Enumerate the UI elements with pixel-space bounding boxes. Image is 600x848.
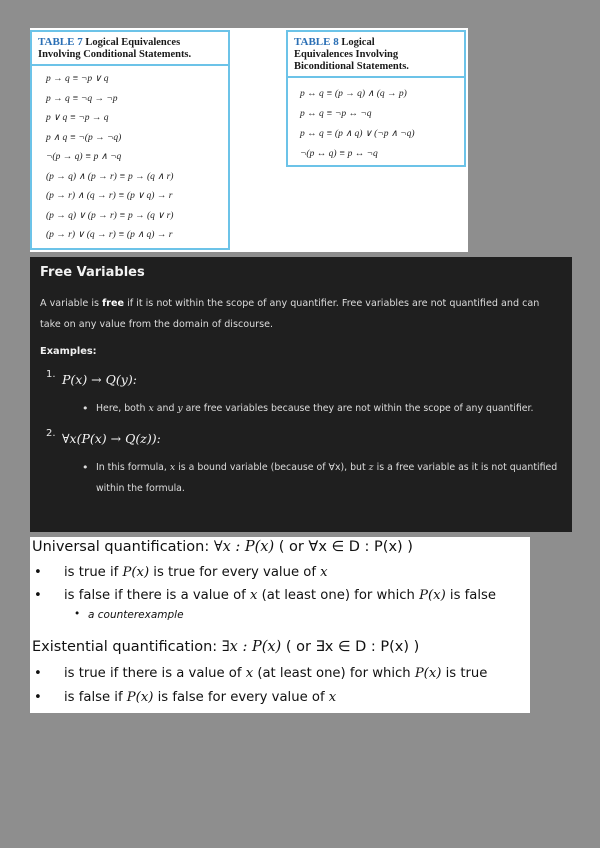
counterexample-text: a counterexample: [88, 609, 184, 621]
table-7-title-line2: Involving Conditional Statements.: [38, 49, 192, 60]
bullet-icon: •: [34, 565, 42, 580]
bullet-icon: •: [34, 690, 42, 705]
definition-prefix: A variable is: [40, 298, 103, 309]
u1-a: is true if: [64, 565, 123, 580]
existential-label: Existential quantification:: [32, 639, 222, 655]
example-1-formula: P(x) → Q(y):: [62, 372, 137, 387]
example-2-formula: ∀x(P(x) → Q(z)):: [62, 431, 161, 446]
table-7-equivalence-row: p ∧ q ≡ ¬(p → ¬q): [46, 132, 122, 143]
e2-b: is false for every value of: [153, 690, 329, 705]
u2-px: P(x): [419, 588, 446, 603]
u2-x: x: [249, 588, 258, 603]
table-7-title: Logical Equivalences: [85, 37, 181, 48]
example-1: [40, 369, 562, 419]
table-8-title: Logical: [341, 37, 375, 48]
ex1-text-b: and: [153, 403, 178, 414]
example-2-explanation: [62, 457, 562, 499]
table-8-equivalence-row: p ↔ q ≡ (p ∧ q) ∨ (¬p ∧ ¬q): [300, 129, 415, 139]
table-8-equivalence-row: p ↔ q ≡ (p → q) ∧ (q → p): [300, 89, 407, 99]
universal-label: Universal quantification:: [32, 539, 214, 555]
u1-b: is true for every value of: [149, 565, 321, 580]
table-7-number: TABLE 7: [38, 36, 83, 48]
u2-b: (at least one) for which: [257, 588, 420, 603]
ex2-text-b: is a bound variable (because of ∀x), but: [175, 462, 369, 473]
universal-heading: [32, 539, 413, 555]
ex1-var-x: x: [148, 403, 154, 414]
free-variables-panel: [30, 257, 572, 532]
u1-x: x: [320, 565, 328, 580]
table-7-body: [32, 66, 228, 246]
e2-px: P(x): [126, 690, 154, 705]
ex2-text-a: In this formula,: [96, 462, 170, 473]
definition-bold-term: free: [102, 298, 125, 309]
free-variables-definition: [40, 293, 562, 335]
e1-c: is true: [441, 666, 488, 681]
textbook-tables-panel: [30, 28, 468, 252]
universal-formula: ∀x : P(x): [213, 539, 275, 555]
e1-b: (at least one) for which: [253, 666, 415, 681]
free-variables-title: Free Variables: [40, 265, 145, 280]
ex1-text-a: Here, both: [96, 403, 149, 414]
bullet-icon: •: [34, 588, 42, 603]
e1-x: x: [245, 666, 254, 681]
u2-a: is false if there is a value of: [64, 588, 250, 603]
example-1-number: 1.: [46, 369, 56, 380]
table-8-body: [288, 78, 464, 164]
table-7-header: [32, 32, 228, 66]
u2-c: is false: [445, 588, 497, 603]
existential-alt-formula: ( or ∃x ∈ D : P(x) ): [281, 639, 420, 655]
table-8-title-line3: Biconditional Statements.: [294, 61, 409, 72]
table-7-equivalence-row: ¬(p → q) ≡ p ∧ ¬q: [46, 152, 122, 162]
definition-rest: if it is not within the scope of any quantifier. Free variables are not quantified and can take on any value from the domain of discourse.: [40, 298, 540, 330]
table-7: [30, 30, 230, 250]
e2-a: is false if: [64, 690, 127, 705]
table-8-number: TABLE 8: [294, 36, 339, 48]
table-8-equivalence-row: ¬(p ↔ q) ≡ p ↔ ¬q: [300, 149, 378, 159]
quantification-panel: [30, 537, 530, 713]
bullet-icon: •: [82, 402, 89, 415]
example-1-explanation: [62, 398, 562, 419]
example-2: [40, 428, 562, 499]
table-8-equivalence-row: p ↔ q ≡ ¬p ↔ ¬q: [300, 109, 372, 119]
table-7-equivalence-row: p → q ≡ ¬p ∨ q: [46, 74, 109, 84]
bullet-icon: •: [82, 461, 89, 474]
table-7-equivalence-row: (p → q) ∨ (p → r) ≡ p → (q ∨ r): [46, 210, 174, 221]
bullet-icon: •: [74, 608, 81, 620]
table-7-equivalence-row: (p → r) ∧ (q → r) ≡ (p ∨ q) → r: [46, 191, 173, 201]
table-7-equivalence-row: (p → q) ∧ (p → r) ≡ p → (q ∧ r): [46, 171, 174, 182]
ex2-var-z: z: [368, 462, 374, 473]
existential-formula: ∃x : P(x): [221, 639, 282, 655]
table-7-equivalence-row: p ∨ q ≡ ¬p → q: [46, 113, 109, 123]
u1-px: P(x): [122, 565, 150, 580]
universal-alt-formula: ( or ∀x ∈ D : P(x) ): [274, 539, 413, 555]
table-8: [286, 30, 466, 167]
ex1-var-y: y: [177, 403, 183, 414]
example-2-number: 2.: [46, 428, 56, 439]
ex2-var-x: x: [169, 462, 176, 473]
examples-label: Examples:: [40, 346, 97, 357]
bullet-icon: •: [34, 666, 42, 681]
table-8-title-line2: Equivalences Involving: [294, 49, 399, 60]
existential-heading: [32, 639, 419, 655]
ex1-text-c: are free variables because they are not within the scope of any quantifier.: [182, 403, 534, 414]
ex2-text-c: is a free variable as it is not quantified within the formula.: [96, 462, 558, 494]
e1-a: is true if there is a value of: [64, 666, 246, 681]
table-8-header: [288, 32, 464, 78]
table-7-equivalence-row: (p → r) ∨ (q → r) ≡ (p ∧ q) → r: [46, 230, 173, 240]
e1-px: P(x): [414, 666, 442, 681]
counterexample-note: [74, 608, 184, 621]
table-7-equivalence-row: p → q ≡ ¬q → ¬p: [46, 93, 118, 104]
e2-x: x: [328, 690, 337, 705]
